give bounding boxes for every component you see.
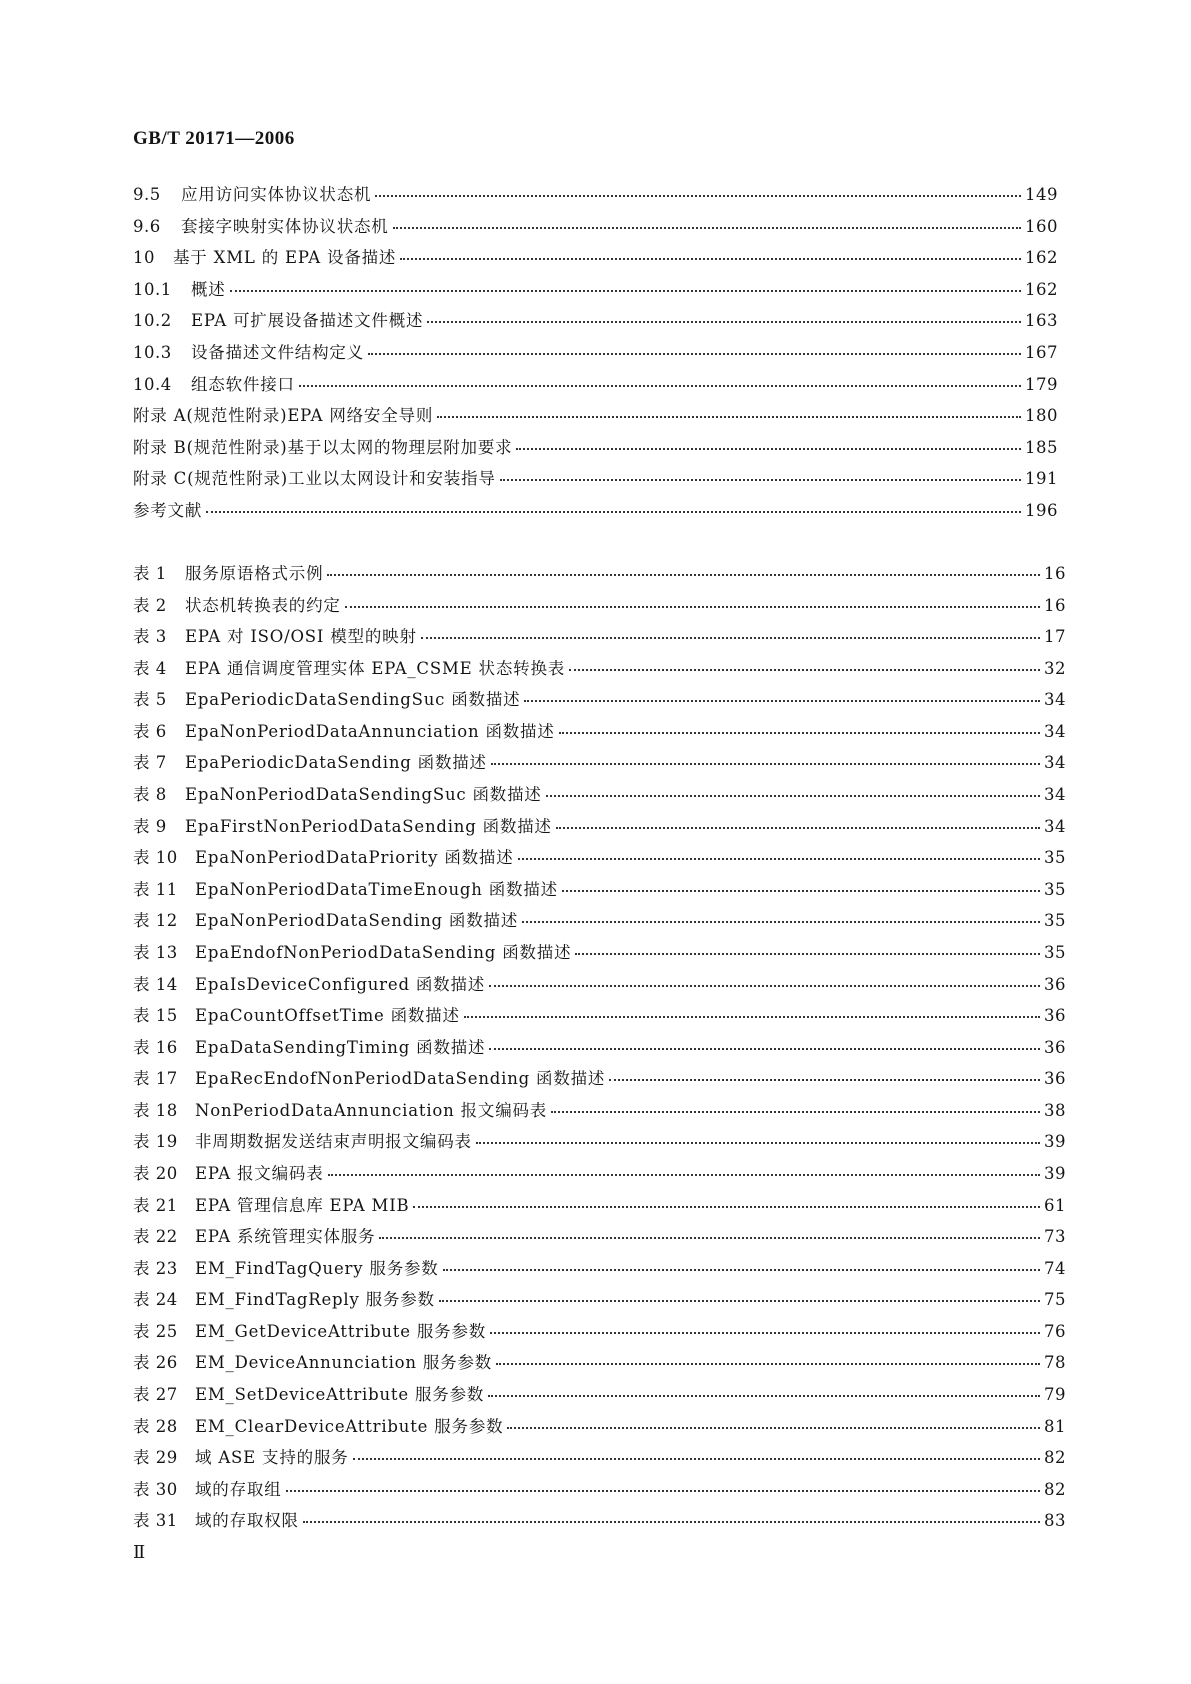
- toc-table-entry: [133, 1381, 1066, 1413]
- dot-leader: [439, 1294, 1040, 1302]
- entry-page-number: 61: [1044, 1195, 1066, 1215]
- entry-title: EpaNonPeriodDataTimeEnough 函数描述: [195, 879, 558, 899]
- toc-table-entry: [133, 592, 1066, 624]
- toc-table-entry: [133, 1444, 1066, 1476]
- entry-number: 表 24: [133, 1290, 178, 1310]
- entry-title: 附录 C(规范性附录)工业以太网设计和安装指导: [133, 469, 496, 489]
- entry-title: EM_FindTagReply 服务参数: [195, 1290, 435, 1310]
- dot-leader: [522, 915, 1040, 923]
- toc-table-entry: [133, 1223, 1066, 1255]
- entry-page-number: 191: [1025, 469, 1058, 489]
- entry-page-number: 160: [1025, 216, 1058, 236]
- dot-leader: [230, 284, 1021, 292]
- entry-page-number: 179: [1025, 374, 1058, 394]
- toc-section-entry: [133, 339, 1058, 371]
- entry-page-number: 32: [1044, 658, 1066, 678]
- dot-leader: [328, 1168, 1041, 1176]
- dot-leader: [286, 1484, 1041, 1492]
- dot-leader: [379, 1231, 1040, 1239]
- entry-number: 9.6: [133, 216, 161, 236]
- dot-leader: [368, 347, 1021, 355]
- entry-page-number: 167: [1025, 342, 1058, 362]
- toc-table-entry: [133, 1065, 1066, 1097]
- entry-number: 表 19: [133, 1132, 178, 1152]
- dot-leader: [546, 789, 1040, 797]
- entry-title: EpaNonPeriodDataSending 函数描述: [195, 911, 519, 931]
- dot-leader: [489, 979, 1040, 987]
- entry-number: 表 9: [133, 816, 167, 836]
- entry-page-number: 34: [1044, 816, 1066, 836]
- dot-leader: [400, 252, 1021, 260]
- dot-leader: [489, 1042, 1040, 1050]
- entry-title: 参考文献: [133, 500, 203, 520]
- entry-title: EPA 系统管理实体服务: [195, 1227, 376, 1247]
- entry-title: EM_ClearDeviceAttribute 服务参数: [195, 1416, 504, 1436]
- entry-title: EpaNonPeriodDataPriority 函数描述: [195, 848, 514, 868]
- entry-title: EpaPeriodicDataSendingSuc 函数描述: [185, 690, 521, 710]
- entry-number: 表 28: [133, 1416, 178, 1436]
- entry-title: EpaEndofNonPeriodDataSending 函数描述: [195, 942, 572, 962]
- toc-table-entry: [133, 876, 1066, 908]
- toc-table-entry: [133, 1160, 1066, 1192]
- entry-page-number: 39: [1044, 1132, 1066, 1152]
- entry-title: EPA 管理信息库 EPA MIB: [195, 1195, 410, 1215]
- entry-title: 状态机转换表的约定: [185, 595, 341, 615]
- entry-page-number: 76: [1044, 1321, 1066, 1341]
- dot-leader: [490, 1326, 1040, 1334]
- entry-number: 表 30: [133, 1479, 178, 1499]
- dot-leader: [353, 1452, 1040, 1460]
- entry-title: EpaPeriodicDataSending 函数描述: [185, 753, 487, 773]
- entry-number: 表 27: [133, 1385, 178, 1405]
- dot-leader: [443, 1263, 1040, 1271]
- entry-number: 表 21: [133, 1195, 178, 1215]
- entry-number: 表 11: [133, 879, 178, 899]
- entry-page-number: 34: [1044, 753, 1066, 773]
- toc-section-entry: [133, 181, 1058, 213]
- dot-leader: [562, 884, 1040, 892]
- entry-number: 10.3: [133, 342, 172, 362]
- entry-title: 域的存取组: [195, 1479, 282, 1499]
- entry-number: 表 7: [133, 753, 167, 773]
- entry-page-number: 35: [1044, 848, 1066, 868]
- entry-title: EM_GetDeviceAttribute 服务参数: [195, 1321, 487, 1341]
- entry-number: 10.1: [133, 279, 172, 299]
- entry-title: 设备描述文件结构定义: [191, 342, 364, 362]
- toc-table-entry: [133, 844, 1066, 876]
- entry-title: 附录 A(规范性附录)EPA 网络安全导则: [133, 406, 434, 426]
- entry-title: EPA 可扩展设备描述文件概述: [191, 311, 424, 331]
- entry-page-number: 185: [1025, 437, 1058, 457]
- entry-page-number: 17: [1044, 627, 1066, 647]
- toc-table-entry: [133, 907, 1066, 939]
- entry-title: EM_DeviceAnnunciation 服务参数: [195, 1353, 493, 1373]
- entry-number: 表 2: [133, 595, 167, 615]
- entry-page-number: 38: [1044, 1100, 1066, 1120]
- entry-title: EpaCountOffsetTime 函数描述: [195, 1006, 460, 1026]
- entry-number: 表 1: [133, 564, 167, 583]
- entry-page-number: 78: [1044, 1353, 1066, 1373]
- dot-leader: [375, 189, 1021, 197]
- toc-section-entry: [133, 371, 1058, 403]
- entry-number: 表 29: [133, 1448, 178, 1468]
- dot-leader: [303, 1515, 1040, 1523]
- entry-title: 套接字映射实体协议状态机: [181, 216, 389, 236]
- entry-title: EpaRecEndofNonPeriodDataSending 函数描述: [195, 1069, 606, 1089]
- toc-section-entry: [133, 402, 1058, 434]
- dot-leader: [299, 379, 1021, 387]
- entry-page-number: 162: [1025, 279, 1058, 299]
- toc-section-entry: [133, 497, 1058, 529]
- dot-leader: [516, 442, 1021, 450]
- entry-page-number: 36: [1044, 1006, 1066, 1026]
- dot-leader: [556, 821, 1040, 829]
- toc-section-entry: [133, 276, 1058, 308]
- entry-number: 表 8: [133, 785, 167, 805]
- entry-number: 10: [133, 248, 155, 268]
- entry-title: 组态软件接口: [191, 374, 295, 394]
- toc-table-entry: [133, 749, 1066, 781]
- entry-title: 服务原语格式示例: [185, 564, 324, 583]
- dot-leader: [393, 221, 1021, 229]
- dot-leader: [464, 1010, 1040, 1018]
- toc-tables-list: [133, 560, 1066, 1539]
- entry-number: 表 14: [133, 974, 178, 994]
- dot-leader: [496, 1357, 1040, 1365]
- toc-table-entry: [133, 623, 1066, 655]
- entry-page-number: 79: [1044, 1385, 1066, 1405]
- toc-table-entry: [133, 1318, 1066, 1350]
- entry-number: 表 20: [133, 1163, 178, 1183]
- entry-title: EpaIsDeviceConfigured 函数描述: [195, 974, 486, 994]
- entry-title: EM_FindTagQuery 服务参数: [195, 1258, 439, 1278]
- toc-table-entry: [133, 1286, 1066, 1318]
- toc-table-entry: [133, 1476, 1066, 1508]
- dot-leader: [559, 726, 1040, 734]
- entry-page-number: 35: [1044, 879, 1066, 899]
- entry-title: 附录 B(规范性附录)基于以太网的物理层附加要求: [133, 437, 513, 457]
- entry-page-number: 162: [1025, 248, 1058, 268]
- entry-page-number: 163: [1025, 311, 1058, 331]
- entry-number: 表 13: [133, 942, 178, 962]
- entry-number: 表 17: [133, 1069, 178, 1089]
- entry-page-number: 82: [1044, 1479, 1066, 1499]
- entry-number: 表 25: [133, 1321, 178, 1341]
- entry-page-number: 149: [1025, 185, 1058, 204]
- dot-leader: [609, 1073, 1040, 1081]
- entry-title: EpaNonPeriodDataSendingSuc 函数描述: [185, 785, 542, 805]
- entry-number: 表 6: [133, 721, 167, 741]
- toc-table-entry: [133, 1097, 1066, 1129]
- entry-page-number: 83: [1044, 1511, 1066, 1531]
- entry-number: 10.2: [133, 311, 172, 331]
- entry-number: 9.5: [133, 185, 161, 204]
- dot-leader: [569, 663, 1040, 671]
- toc-section-entry: [133, 434, 1058, 466]
- entry-title: 域的存取权限: [195, 1511, 299, 1531]
- dot-leader: [437, 410, 1021, 418]
- dot-leader: [524, 694, 1040, 702]
- entry-title: EPA 对 ISO/OSI 模型的映射: [185, 627, 417, 647]
- entry-title: 基于 XML 的 EPA 设备描述: [173, 248, 397, 268]
- dot-leader: [491, 757, 1040, 765]
- entry-page-number: 74: [1044, 1258, 1066, 1278]
- dot-leader: [476, 1136, 1040, 1144]
- toc-table-entry: [133, 781, 1066, 813]
- entry-number: 表 31: [133, 1511, 178, 1531]
- toc-table-entry: [133, 686, 1066, 718]
- toc-table-entry: [133, 939, 1066, 971]
- toc-section-entry: [133, 307, 1058, 339]
- entry-title: NonPeriodDataAnnunciation 报文编码表: [195, 1100, 548, 1120]
- toc-table-entry: [133, 718, 1066, 750]
- entry-page-number: 34: [1044, 690, 1066, 710]
- entry-page-number: 36: [1044, 974, 1066, 994]
- entry-page-number: 16: [1044, 564, 1066, 583]
- entry-title: EPA 通信调度管理实体 EPA_CSME 状态转换表: [185, 658, 566, 678]
- entry-page-number: 196: [1025, 500, 1058, 520]
- dot-leader: [327, 568, 1040, 576]
- dot-leader: [421, 631, 1040, 639]
- entry-title: 应用访问实体协议状态机: [181, 185, 372, 204]
- entry-number: 表 26: [133, 1353, 178, 1373]
- standard-code-header: GB/T 20171—2006: [133, 128, 295, 149]
- dot-leader: [488, 1389, 1040, 1397]
- entry-number: 10.4: [133, 374, 172, 394]
- entry-page-number: 180: [1025, 406, 1058, 426]
- toc-table-entry: [133, 813, 1066, 845]
- toc-table-entry: [133, 1349, 1066, 1381]
- entry-title: EpaDataSendingTiming 函数描述: [195, 1037, 486, 1057]
- toc-table-entry: [133, 1255, 1066, 1287]
- entry-title: EpaFirstNonPeriodDataSending 函数描述: [185, 816, 552, 836]
- entry-page-number: 35: [1044, 942, 1066, 962]
- entry-page-number: 75: [1044, 1290, 1066, 1310]
- entry-title: 非周期数据发送结束声明报文编码表: [195, 1132, 472, 1152]
- toc-section-entry: [133, 213, 1058, 245]
- dot-leader: [413, 1200, 1040, 1208]
- toc-table-entry: [133, 1002, 1066, 1034]
- entry-title: 域 ASE 支持的服务: [195, 1448, 349, 1468]
- dot-leader: [345, 600, 1040, 608]
- toc-table-entry: [133, 1034, 1066, 1066]
- entry-title: 概述: [191, 279, 226, 299]
- dot-leader: [507, 1421, 1040, 1429]
- toc-table-entry: [133, 1413, 1066, 1445]
- entry-page-number: 34: [1044, 721, 1066, 741]
- entry-page-number: 82: [1044, 1448, 1066, 1468]
- dot-leader: [427, 315, 1021, 323]
- dot-leader: [206, 505, 1021, 513]
- entry-page-number: 36: [1044, 1037, 1066, 1057]
- entry-number: 表 16: [133, 1037, 178, 1057]
- toc-sections-list: [133, 181, 1058, 529]
- dot-leader: [551, 1105, 1040, 1113]
- entry-number: 表 18: [133, 1100, 178, 1120]
- dot-leader: [518, 852, 1040, 860]
- entry-page-number: 36: [1044, 1069, 1066, 1089]
- dot-leader: [575, 947, 1040, 955]
- entry-page-number: 16: [1044, 595, 1066, 615]
- entry-number: 表 22: [133, 1227, 178, 1247]
- entry-page-number: 35: [1044, 911, 1066, 931]
- toc-section-entry: [133, 244, 1058, 276]
- entry-number: 表 5: [133, 690, 167, 710]
- entry-page-number: 73: [1044, 1227, 1066, 1247]
- toc-table-entry: [133, 1507, 1066, 1539]
- toc-table-entry: [133, 655, 1066, 687]
- entry-number: 表 3: [133, 627, 167, 647]
- dot-leader: [500, 473, 1021, 481]
- entry-number: 表 23: [133, 1258, 178, 1278]
- entry-page-number: 39: [1044, 1163, 1066, 1183]
- entry-number: 表 15: [133, 1006, 178, 1026]
- entry-number: 表 12: [133, 911, 178, 931]
- entry-number: 表 4: [133, 658, 167, 678]
- toc-section-entry: [133, 465, 1058, 497]
- entry-title: EM_SetDeviceAttribute 服务参数: [195, 1385, 485, 1405]
- entry-page-number: 81: [1044, 1416, 1066, 1436]
- entry-page-number: 34: [1044, 785, 1066, 805]
- entry-title: EPA 报文编码表: [195, 1163, 324, 1183]
- toc-table-entry: [133, 1192, 1066, 1224]
- page-number: Ⅱ: [133, 1542, 146, 1562]
- toc-table-entry: [133, 971, 1066, 1003]
- toc-table-entry: [133, 1128, 1066, 1160]
- entry-number: 表 10: [133, 848, 178, 868]
- entry-title: EpaNonPeriodDataAnnunciation 函数描述: [185, 721, 555, 741]
- toc-table-entry: [133, 560, 1066, 592]
